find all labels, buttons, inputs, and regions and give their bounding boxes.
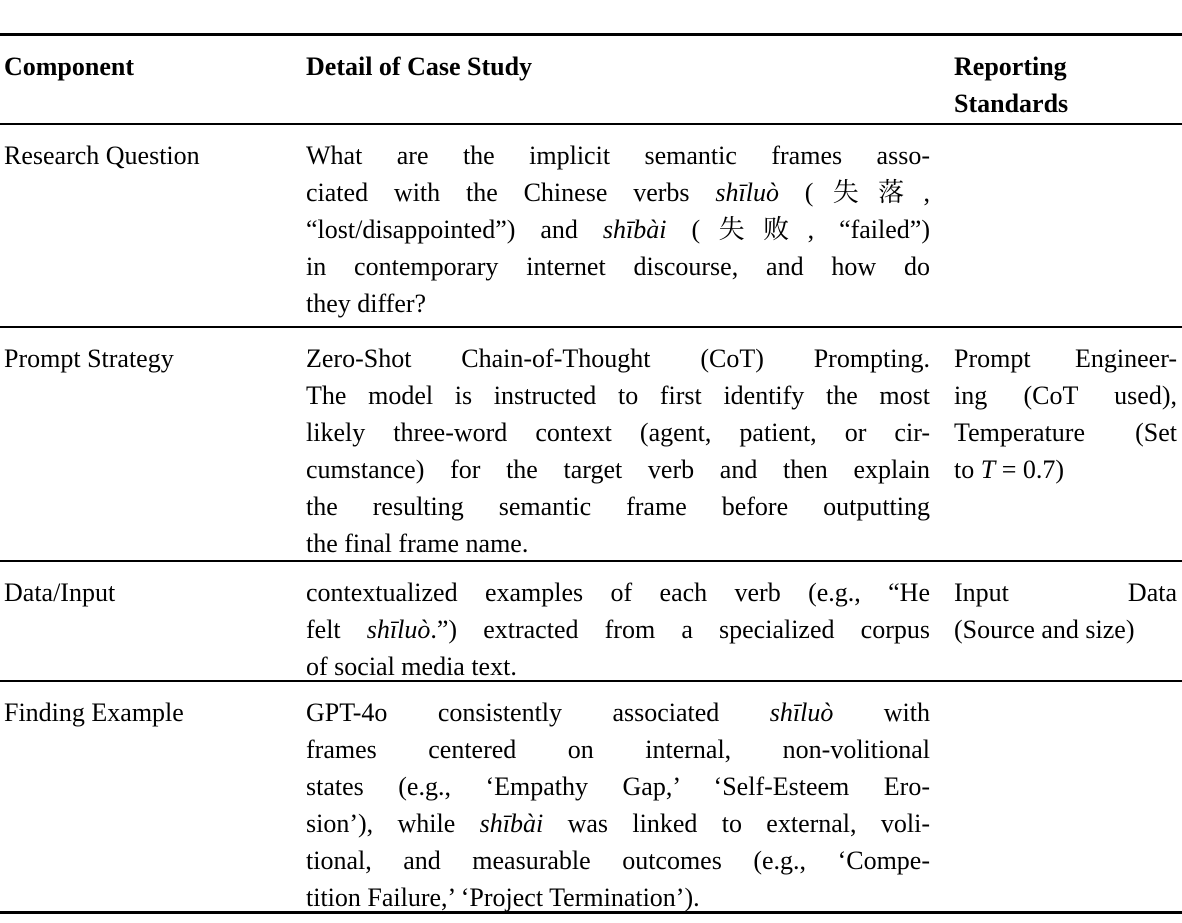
component-cell: Research Question <box>4 141 200 170</box>
column-header-reporting: Reporting Standards <box>954 52 1069 118</box>
component-cell: Data/Input <box>4 578 116 607</box>
column-header-detail: Detail of Case Study <box>306 52 533 81</box>
table-header-row <box>0 36 1182 123</box>
reporting-cell: Prompt Engineer- ing (CoT used), Temperature (Set to T = 0.7) <box>954 344 1177 484</box>
table-bottom-rule <box>0 911 1182 914</box>
table-row-finding-example <box>0 682 1182 911</box>
table-row-data-input <box>0 562 1182 680</box>
reporting-cell <box>954 682 1182 694</box>
table-row-prompt-strategy <box>0 328 1182 560</box>
detail-cell: GPT-4o consistently associated shīluò with frames centered on internal, non-volitional states (e.g., ‘Empathy Gap,’ ‘Self-Esteem Ero- sion’), while shībài was linked to external, voli- tional, and measurable outcomes (e.g., ‘Compe- tition Failure,’ ‘Project Termination’). <box>306 698 930 911</box>
detail-cell: Zero-Shot Chain-of-Thought (CoT) Prompting. The model is instructed to first identify the most likely three-word context (agent, patient, or cir- cumstance) for the target verb and then explain the resulting semantic frame before outputting the final frame name. <box>306 344 930 558</box>
table-row-research-question <box>0 125 1182 326</box>
detail-cell: What are the implicit semantic frames asso- ciated with the Chinese verbs shīluò (失落, “lost/disappointed”) and shībài (失败, “failed”) in contemporary internet discourse, and how do they differ? <box>306 141 930 318</box>
component-cell: Finding Example <box>4 698 184 727</box>
component-cell: Prompt Strategy <box>4 344 174 373</box>
column-header-component: Component <box>4 52 135 81</box>
reporting-cell <box>954 125 1182 137</box>
reporting-cell: Input Data (Source and size) <box>954 578 1177 644</box>
detail-cell: contextualized examples of each verb (e.g., “He felt shīluò.”) extracted from a specialized corpus of social media text. <box>306 578 930 680</box>
